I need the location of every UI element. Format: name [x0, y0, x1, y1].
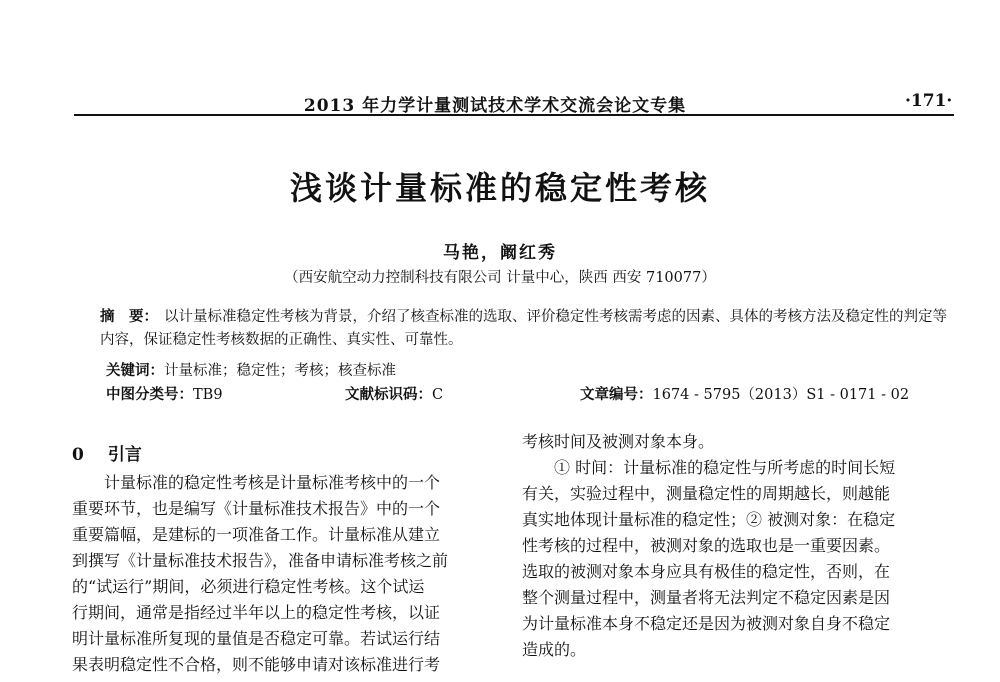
- section-title: 引言: [107, 445, 142, 465]
- paper-title: 浅谈计量标准的稳定性考核: [289, 169, 710, 207]
- abstract-label: 摘 要：: [100, 308, 158, 325]
- abstract: [100, 305, 950, 352]
- page-number: ·171·: [905, 91, 953, 111]
- paragraph-line: 造成的。: [522, 640, 587, 659]
- paragraph-line: 有关，实验过程中，测量稳定性的周期越长，则越能: [522, 484, 891, 503]
- paragraph-line: 整个测量过程中，测量者将无法判定不稳定因素是因: [522, 588, 891, 607]
- paragraph-line: 重要环节，也是编写《计量标准技术报告》中的一个: [72, 499, 441, 518]
- paragraph-line: 考核时间及被测对象本身。: [522, 432, 715, 451]
- affiliation: （西安航空动力控制科技有限公司 计量中心，陕西 西安 710077）: [284, 270, 716, 286]
- left-column: [72, 470, 492, 678]
- article-number: [580, 383, 909, 404]
- clc-number: [106, 383, 223, 404]
- article-number-value: 1674 - 5795（2013）S1 - 0171 - 02: [652, 387, 910, 403]
- paragraph-line: 选取的被测对象本身应具有极佳的稳定性，否则，在: [522, 562, 891, 581]
- section-number: 0: [72, 445, 84, 465]
- article-number-label: 文章编号：: [580, 386, 653, 403]
- document-code: [345, 383, 443, 404]
- paragraph-line: ① 时间：计量标准的稳定性与所考虑的时间长短: [522, 458, 896, 477]
- right-column: [522, 429, 952, 663]
- paragraph-line: 行期间，通常是指经过半年以上的稳定性考核，以证: [72, 603, 441, 622]
- keywords-label: 关键词：: [106, 362, 164, 379]
- paragraph-line: 的“试运行”期间，必须进行稳定性考核。这个试运: [72, 577, 425, 596]
- paragraph-line: 重要篇幅，是建标的一项准备工作。计量标准从建立: [72, 525, 441, 544]
- doc-code-value: C: [432, 387, 444, 403]
- paragraph-line: 计量标准的稳定性考核是计量标准考核中的一个: [72, 473, 441, 492]
- clc-label: 中图分类号：: [106, 386, 193, 403]
- authors: 马艳，阚红秀: [443, 243, 557, 263]
- keywords-text: 计量标准；稳定性；考核；核查标准: [164, 363, 396, 379]
- header-rule: [74, 114, 954, 116]
- doc-code-label: 文献标识码：: [345, 386, 432, 403]
- abstract-text: 以计量标准稳定性考核为背景，介绍了核查标准的选取、评价稳定性考核需考虑的因素、具体的考核方法及稳定性的判定等内容，保证稳定性考核数据的正确性、真实性、可靠性。: [100, 309, 947, 348]
- paragraph-line: 明计量标准所复现的量值是否稳定可靠。若试运行结: [72, 629, 441, 648]
- section-heading: [72, 440, 142, 465]
- clc-value: TB9: [193, 387, 223, 403]
- keywords: [106, 359, 396, 380]
- paragraph-line: 到撰写《计量标准技术报告》，准备申请标准考核之前: [72, 551, 449, 570]
- journal-header: 2013 年力学计量测试技术学术交流会论文专集: [303, 96, 687, 116]
- paragraph-line: 性考核的过程中，被测对象的选取也是一重要因素。: [522, 536, 891, 555]
- paragraph-line: 真实地体现计量标准的稳定性；② 被测对象：在稳定: [522, 510, 896, 529]
- paragraph-line: 为计量标准本身不稳定还是因为被测对象自身不稳定: [522, 614, 891, 633]
- paragraph-line: 果表明稳定性不合格，则不能够申请对该标准进行考: [72, 655, 441, 674]
